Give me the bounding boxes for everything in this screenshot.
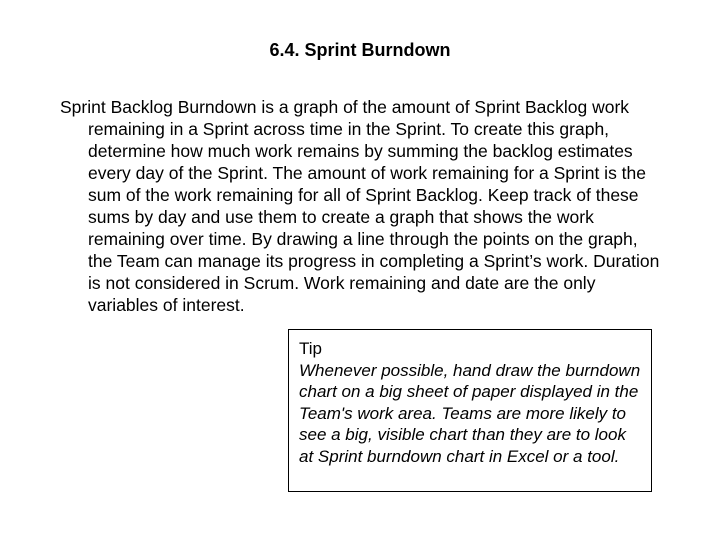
tip-box	[288, 329, 652, 492]
section-heading: 6.4. Sprint Burndown	[269, 40, 451, 60]
body-paragraph: Sprint Backlog Burndown is a graph of the amount of Sprint Backlog work remaining in a Sprint across time in the Sprint. To create this graph, determine how much work remains by summing the backlog estimates every day of the Sprint. The amount of work remaining for a Sprint is the sum of the work remaining for all of Sprint Backlog. Keep track of these sums by day and use them to create a graph that shows the work remaining over time. By drawing a line through the points on the graph, the Team can manage its progress in completing a Sprint’s work. Duration is not considered in Scrum. Work remaining and date are the only variables of interest.	[60, 97, 660, 315]
tip-title: Tip	[299, 339, 322, 358]
tip-text: Whenever possible, hand draw the burndown chart on a big sheet of paper displayed in the Team's work area. Teams are more likely to see a big, visible chart than they are to look at Sprint burndown chart in Excel or a tool.	[299, 360, 641, 466]
